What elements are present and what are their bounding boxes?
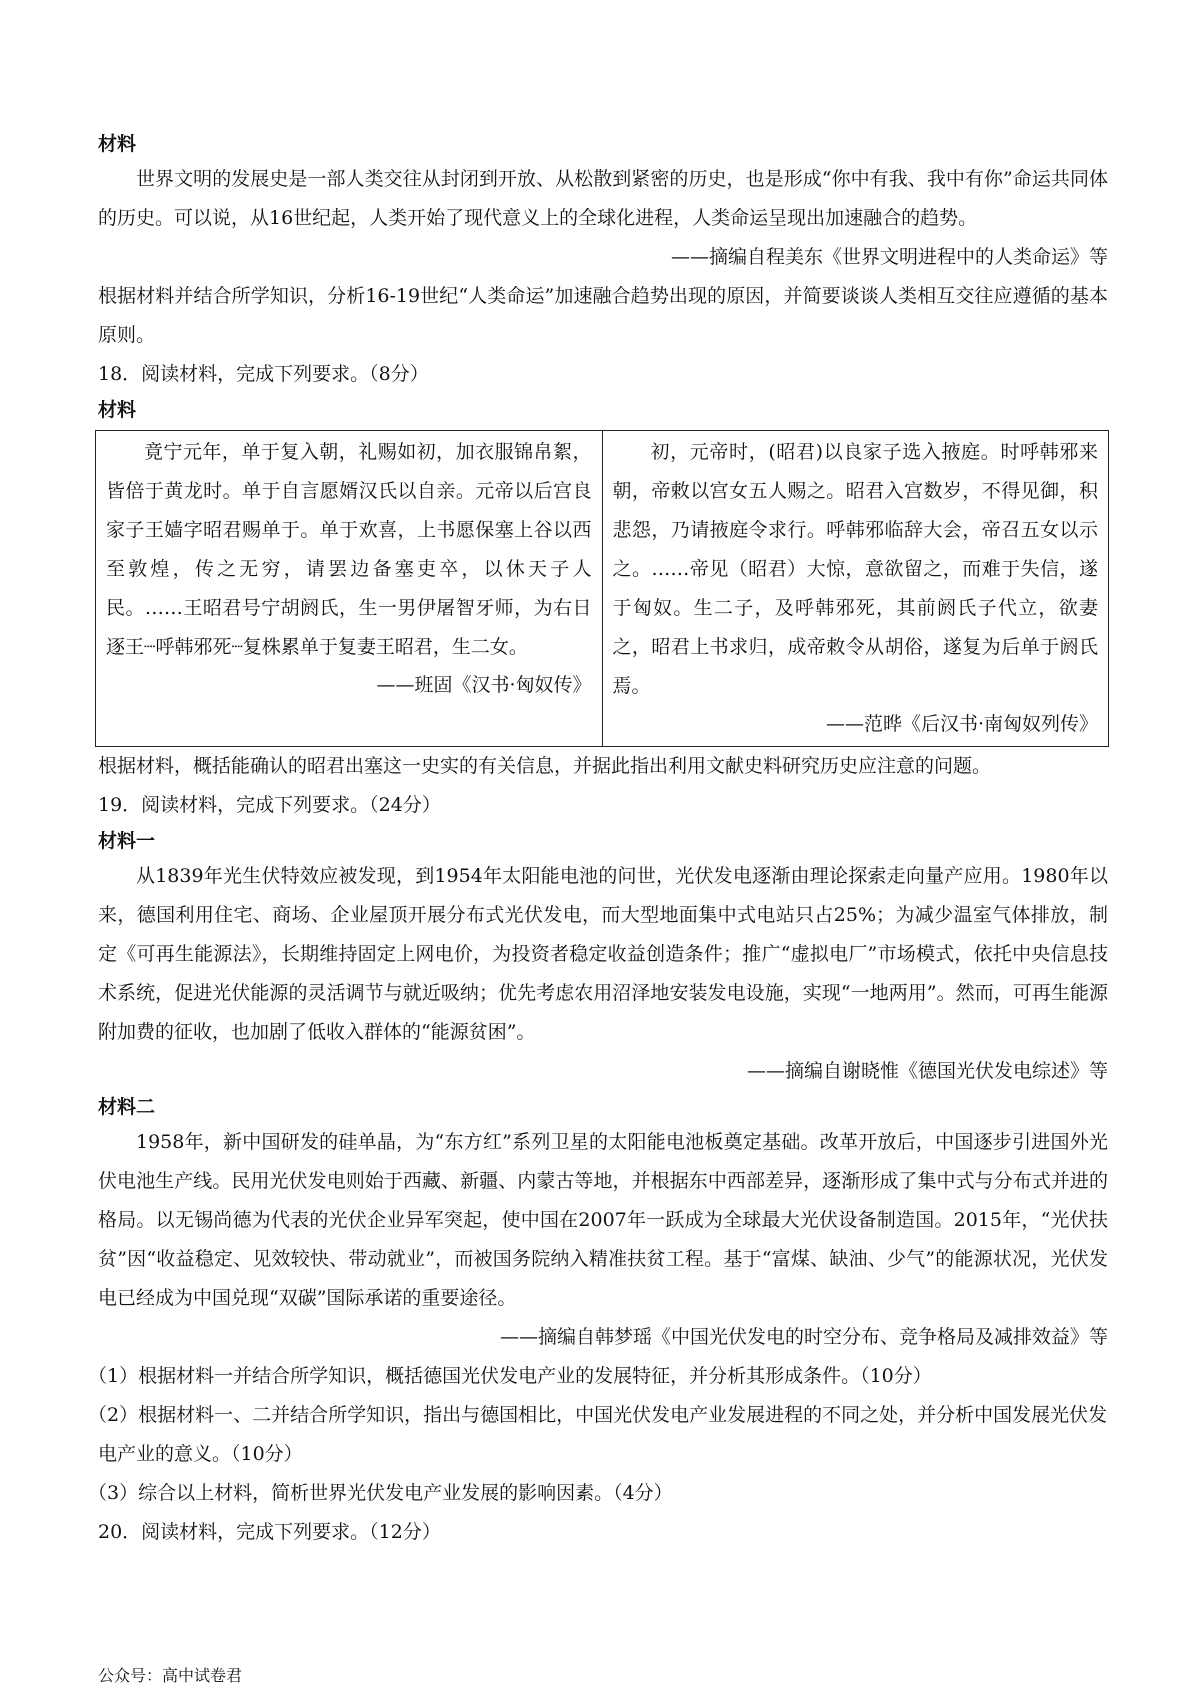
q19-material2-label: 材料二 [98,1096,156,1118]
q18-left-source: ——班固《汉书·匈奴传》 [376,674,592,696]
q19-material2-source: ——摘编自韩梦瑶《中国光伏发电的时空分布、竞争格局及减排效益》等 [499,1326,1108,1348]
q18-question: 根据材料，概括能确认的昭君出塞这一史实的有关信息，并据此指出利用文献史料研究历史应注意的问题。 [98,755,992,777]
q19-material2-text: 1958年，新中国研发的硅单晶，为“东方红”系列卫星的太阳能电池板奠定基础。改革开放后，中国逐步引进国外光伏电池生产线。民用光伏发电则始于西藏、新疆、内蒙古等地，并根据东中西部差异，逐渐形成了集中式与分布式并进的格局。以无锡尚德为代表的光伏企业异军突起，使中国在2007年一跃成为全球最大光伏设备制造国。2015年，“光伏扶贫”因“收益稳定、见效较快、带动就业”，而被国务院纳入精准扶贫工程。基于“富煤、缺油、少气”的能源状况，光伏发电已经成为中国兑现“双碳”国际承诺的重要途径。 [98,1131,1108,1309]
q17-question: 根据材料并结合所学知识，分析16-19世纪“人类命运”加速融合趋势出现的原因，并简要谈谈人类相互交往应遵循的基本原则。 [98,285,1108,346]
q18-material-table [95,430,1109,747]
q20-heading: 20．阅读材料，完成下列要求。（12分） [98,1521,441,1543]
exam-page [88,128,1108,1552]
q17-source: ——摘编自程美东《世界文明进程中的人类命运》等 [670,246,1108,268]
q19-subquestion-1: （1）根据材料一并结合所学知识，概括德国光伏发电产业的发展特征，并分析其形成条件。（10分） [88,1365,932,1387]
q19-material1-text: 从1839年光生伏特效应被发现，到1954年太阳能电池的问世，光伏发电逐渐由理论探索走向量产应用。1980年以来，德国利用住宅、商场、企业屋顶开展分布式光伏发电，而大型地面集中式电站只占25%；为减少温室气体排放，制定《可再生能源法》，长期维持固定上网电价，为投资者稳定收益创造条件；推广“虚拟电厂”市场模式，依托中央信息技术系统，促进光伏能源的灵活调节与就近吸纳；优先考虑农用沼泽地安装发电设施，实现“一地两用”。然而，可再生能源附加费的征收，也加剧了低收入群体的“能源贫困”。 [98,865,1108,1043]
q18-right-cell [602,431,1109,747]
q19-subquestion-2: （2）根据材料一、二并结合所学知识，指出与德国相比，中国光伏发电产业发展进程的不同之处，并分析中国发展光伏发电产业的意义。（10分） [88,1404,1108,1465]
q18-heading: 18．阅读材料，完成下列要求。（8分） [98,363,429,385]
q19-subquestion-3: （3）综合以上材料，简析世界光伏发电产业发展的影响因素。（4分） [88,1482,673,1504]
q18-left-text: 竟宁元年，单于复入朝，礼赐如初，加衣服锦帛絮，皆倍于黄龙时。单于自言愿婿汉氏以自亲。元帝以后宫良家子王嫱字昭君赐单于。单于欢喜，上书愿保塞上谷以西至敦煌，传之无穷，请罢边备塞吏卒，以休天子人民。……王昭君号宁胡阏氏，生一男伊屠智牙师，为右日逐王┈呼韩邪死┈复株累单于复妻王昭君，生二女。 [106,441,592,658]
q18-right-source: ——范晔《后汉书·南匈奴列传》 [825,713,1098,735]
q19-heading: 19．阅读材料，完成下列要求。（24分） [98,794,441,816]
q18-material-label: 材料 [98,399,137,421]
footer-watermark-text: 公众号：高中试卷君 [98,1666,243,1685]
q17-material-text: 世界文明的发展史是一部人类交往从封闭到开放、从松散到紧密的历史，也是形成“你中有我、我中有你”命运共同体的历史。可以说，从16世纪起，人类开始了现代意义上的全球化进程，人类命运呈现出加速融合的趋势。 [98,168,1108,229]
q19-material1-label: 材料一 [98,830,156,852]
q19-material1-source: ——摘编自谢晓惟《德国光伏发电综述》等 [746,1060,1108,1082]
q17-material-label: 材料 [98,133,137,155]
q18-left-cell [96,431,603,747]
q18-right-text: 初，元帝时，(昭君)以良家子选入掖庭。时呼韩邪来朝，帝敕以宫女五人赐之。昭君入宫数岁，不得见御，积悲怨，乃请掖庭令求行。呼韩邪临辞大会，帝召五女以示之。……帝见（昭君）大惊，意欲留之，而难于失信，遂于匈奴。生二子，及呼韩邪死，其前阏氏子代立，欲妻之，昭君上书求归，成帝敕令从胡俗，遂复为后单于阏氏焉。 [612,441,1098,697]
